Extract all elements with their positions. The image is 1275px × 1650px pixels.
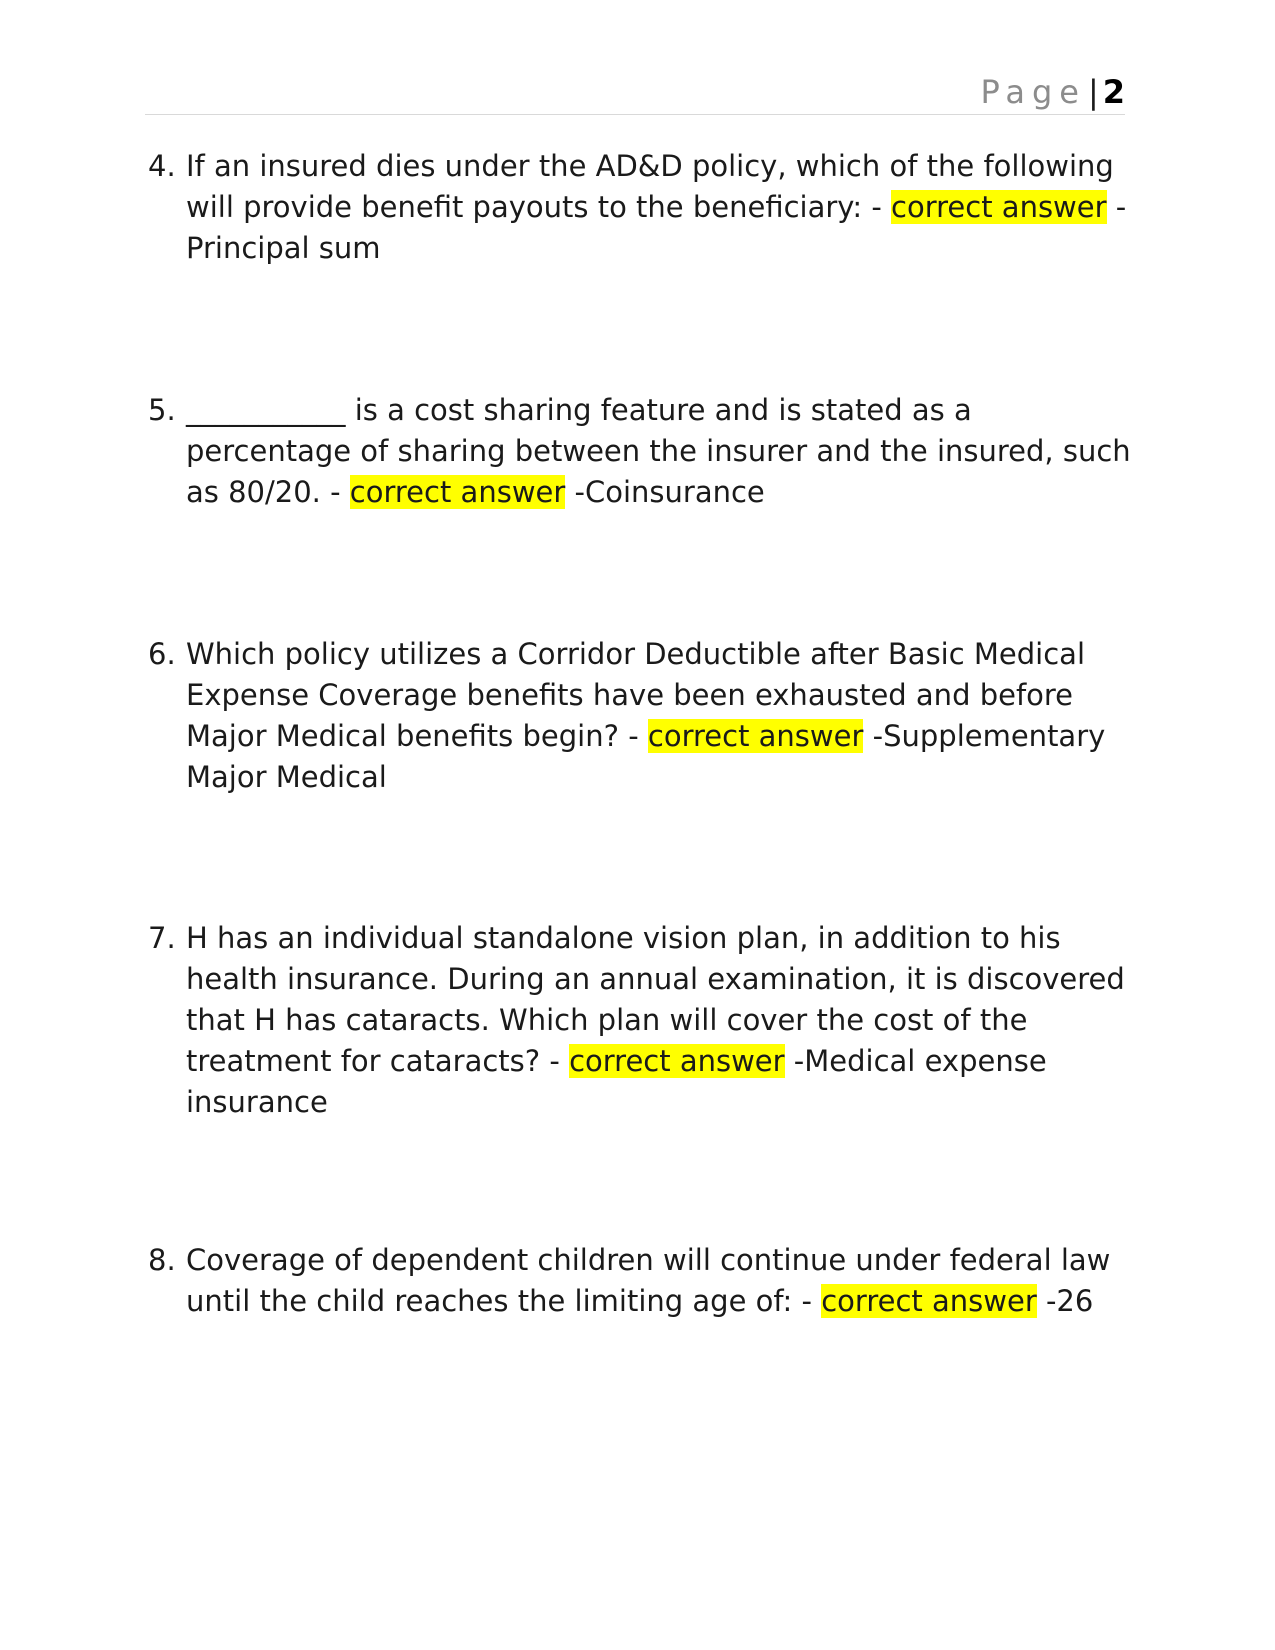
question-number: 6. [148, 637, 176, 671]
question-prompt: H has an individual standalone vision plan, in addition to his health insurance. During an annual examination, it is discovered that H has cataracts. Which plan will cover the cost of the treatment for cataracts? - [186, 921, 1125, 1078]
question-number: 8. [148, 1243, 176, 1277]
page-header [145, 60, 1125, 115]
answer-text: -Supplementary Major Medical [186, 719, 1106, 794]
page-separator: | [1087, 73, 1099, 111]
question-text [186, 390, 1133, 513]
question-prompt: ___________ is a cost sharing feature and is stated as a percentage of sharing between the insurer and the insured, such as 80/20. - [186, 393, 1131, 509]
page-number: 2 [1102, 73, 1125, 111]
answer-text: -Coinsurance [574, 475, 765, 509]
question-7 [148, 918, 1133, 1123]
answer-text: -Medical expense insurance [186, 1044, 1047, 1119]
question-8 [148, 1240, 1133, 1322]
question-5 [148, 390, 1133, 513]
question-text [186, 1240, 1133, 1322]
correct-answer-label: correct answer [569, 1044, 785, 1078]
question-text [186, 634, 1133, 798]
question-text [186, 146, 1133, 269]
question-prompt: If an insured dies under the AD&D policy, which of the following will provide benefit payouts to the beneficiary: - [186, 149, 1114, 224]
answer-text: -Principal sum [186, 190, 1127, 265]
question-number: 5. [148, 393, 176, 427]
correct-answer-label: correct answer [647, 719, 864, 753]
question-number: 4. [148, 149, 176, 183]
answer-text: -26 [1045, 1284, 1094, 1318]
page-word: Page [980, 73, 1086, 111]
question-prompt: Coverage of dependent children will continue under federal law until the child reaches the limiting age of: - [186, 1243, 1111, 1318]
question-prompt: Which policy utilizes a Corridor Deductible after Basic Medical Expense Coverage benefits have been exhausted and before Major Medical benefits begin? - [186, 637, 1085, 753]
correct-answer-label: correct answer [821, 1284, 1037, 1318]
question-4 [148, 146, 1133, 269]
question-6 [148, 634, 1133, 798]
correct-answer-label: correct answer [891, 190, 1107, 224]
question-text [186, 918, 1133, 1123]
correct-answer-label: correct answer [349, 475, 566, 509]
question-number: 7. [148, 921, 176, 955]
page-label [980, 72, 1125, 112]
